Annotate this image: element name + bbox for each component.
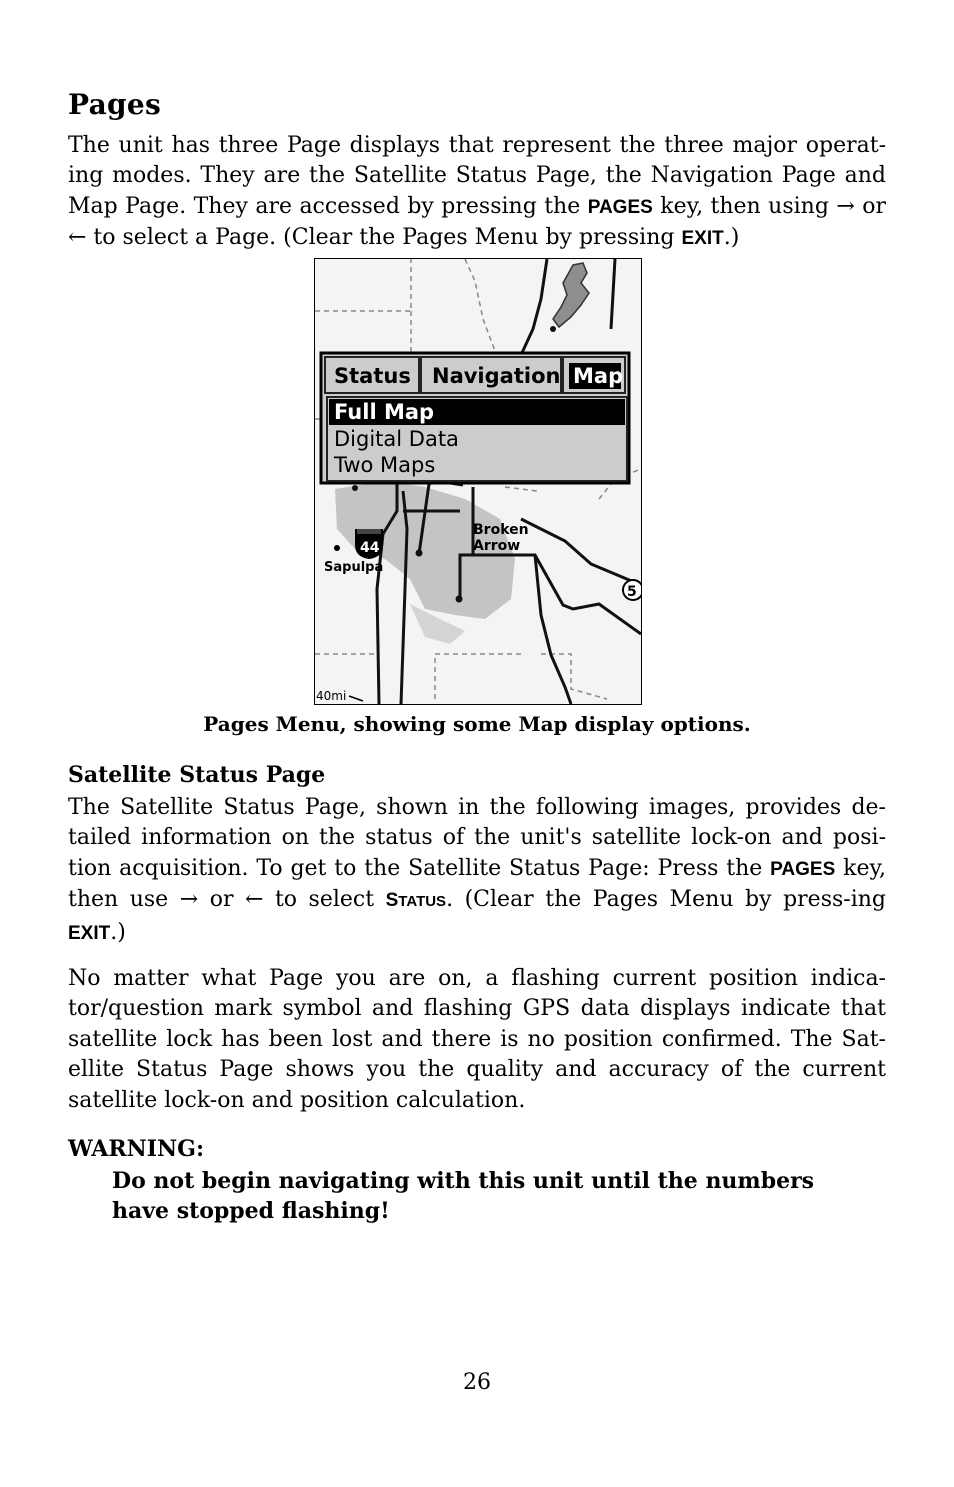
menu-item-full-map[interactable]: Full Map bbox=[334, 400, 435, 424]
pages-key-label: PAGES bbox=[770, 858, 836, 880]
pages-menu bbox=[321, 353, 629, 483]
tab-navigation-label: Navigation bbox=[432, 364, 561, 388]
town-label-sapulpa: Sapulpa bbox=[324, 560, 384, 575]
map-screen bbox=[315, 259, 641, 704]
town-marker bbox=[334, 545, 340, 551]
position-indicator-paragraph: No matter what Page you are on, a flashing current position indica-tor/question mark symbol and flashing GPS data displays indicate that satellite lock has been lost and there is no position confirmed. The Sat-ellite Status Page shows you the quality and accuracy of the current satellite lock-on and position calculation. bbox=[68, 966, 886, 1113]
satellite-status-paragraph: The Satellite Status Page, shown in the following images, provides de-tailed information on the status of the unit's satellite lock-on and posi-tion acquisition. To get to the Satellite Status Page: Press the PAGES key, then use → or ← to select STATUS. (Clear the Pages Menu by press-ing EXIT.) bbox=[68, 795, 886, 945]
status-key-label-initial: S bbox=[385, 890, 399, 912]
arrow-right-symbol: → bbox=[836, 193, 855, 219]
section-heading: Pages bbox=[68, 88, 162, 121]
warning-label: WARNING: bbox=[68, 1136, 205, 1162]
pages-menu-screenshot bbox=[314, 258, 642, 705]
tab-status-label: Status bbox=[334, 364, 411, 388]
interstate-number: 44 bbox=[360, 540, 380, 556]
menu-item-digital-data[interactable]: Digital Data bbox=[334, 427, 459, 451]
interstate-shield-icon bbox=[355, 529, 383, 559]
menu-item-two-maps[interactable]: Two Maps bbox=[334, 453, 436, 477]
map-scale-label: 40mi bbox=[316, 689, 347, 703]
page-number: 26 bbox=[463, 1370, 491, 1395]
town-label-arrow: Arrow bbox=[473, 538, 521, 554]
town-label-broken: Broken bbox=[473, 522, 529, 538]
pages-key-label: PAGES bbox=[587, 196, 653, 218]
arrow-left-symbol: ← bbox=[68, 225, 87, 251]
route-marker-number: 5 bbox=[627, 584, 637, 600]
satellite-status-heading: Satellite Status Page bbox=[68, 762, 326, 788]
exit-key-label: EXIT bbox=[68, 922, 111, 944]
tab-map-label: Map bbox=[573, 364, 624, 388]
intro-paragraph: The unit has three Page displays that represent the three major operat-ing modes. They are the Satellite Status Page, the Navigation Page and Map Page. They are accessed by pressing the PAGES key, then using → or ← to select a Page. (Clear the Pages Menu by pressing EXIT.) bbox=[68, 133, 886, 251]
arrow-left-symbol: ← bbox=[244, 887, 264, 913]
warning-text: Do not begin navigating with this unit until the numbers have stopped flashing! bbox=[112, 1168, 815, 1224]
arrow-right-symbol: → bbox=[179, 887, 199, 913]
status-key-label-rest: TATUS bbox=[398, 893, 447, 911]
figure-caption: Pages Menu, showing some Map display options. bbox=[203, 712, 751, 736]
exit-key-label: EXIT bbox=[681, 228, 724, 250]
